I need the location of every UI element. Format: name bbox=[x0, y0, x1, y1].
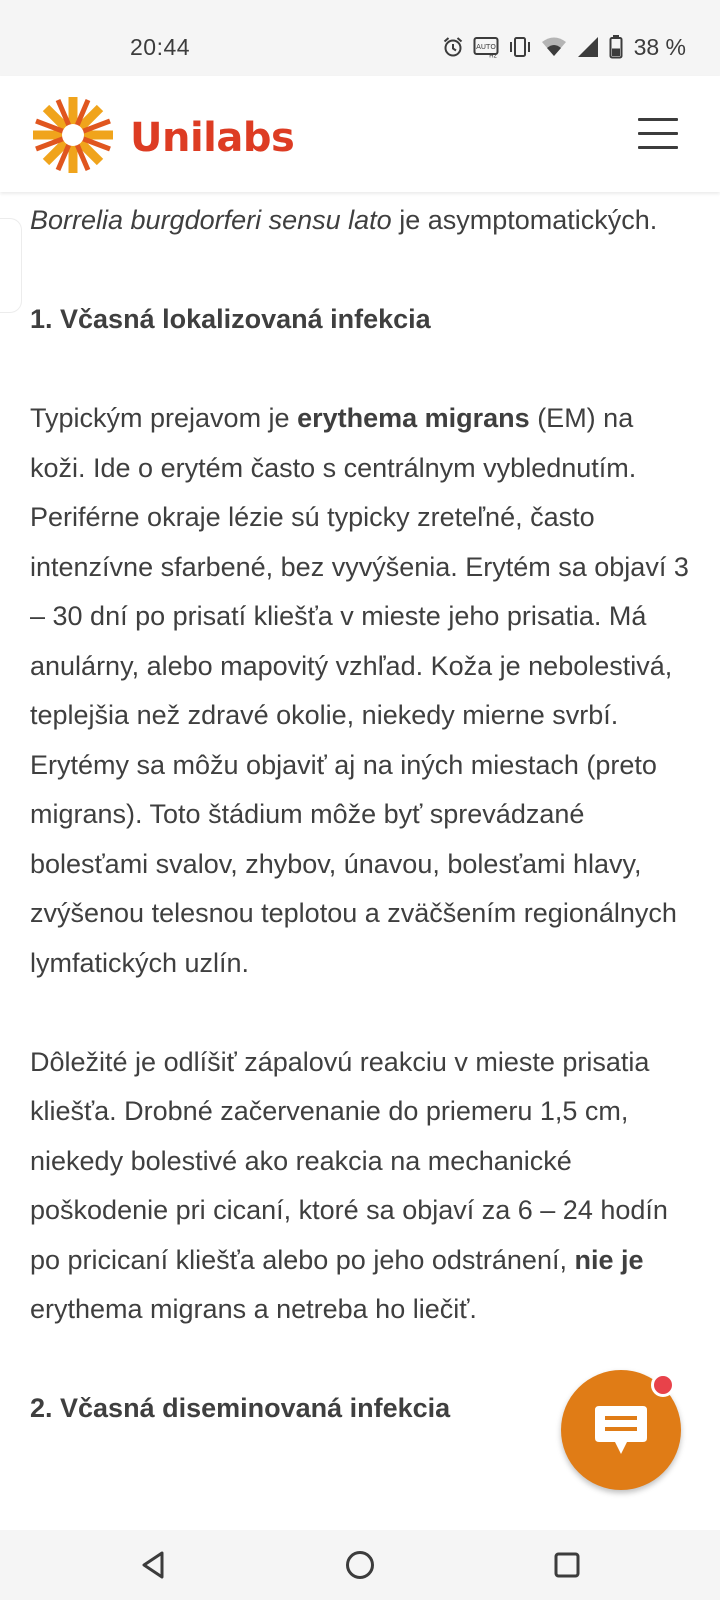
vibrate-icon bbox=[508, 36, 532, 58]
back-icon[interactable] bbox=[135, 1547, 171, 1583]
recents-icon[interactable] bbox=[549, 1547, 585, 1583]
chat-notification-badge bbox=[651, 1373, 675, 1397]
battery-percent: 38 % bbox=[633, 33, 686, 60]
battery-icon bbox=[609, 35, 623, 59]
p1-bold: erythema migrans bbox=[297, 403, 530, 433]
alarm-icon bbox=[442, 36, 464, 58]
p2-bold: nie je bbox=[574, 1244, 644, 1275]
article-content bbox=[30, 196, 690, 1434]
auto-hz-icon bbox=[473, 36, 499, 58]
paragraph-2 bbox=[30, 1038, 690, 1335]
intro-italic: Borrelia burgdorferi sensu lato bbox=[30, 205, 392, 235]
hamburger-menu-icon[interactable] bbox=[638, 118, 680, 150]
unilabs-logo[interactable] bbox=[28, 94, 294, 181]
p1-rest: (EM) na koži. Ide o erytém často s centrálnym vyblednutím. Periférne okraje lézie sú typicky zreteľné, často intenzívne sfarbené, bez vyvýšenia. Erytém sa objaví 3 – 30 dní po prisatí kliešťa v mieste jeho prisatia. Má anulárny, alebo mapovitý vzhľad. Koža je nebolestivá, teplejšia než zdravé okolie, niekedy mierne svrbí. Erytémy sa môžu objaviť aj na iných miestach (preto migrans). Toto štádium môže byť sprevádzané bolesťami svalov, zhybov, únavou, bolesťami hlavy, zvýšenou telesnou teplotou a zväčšením regionálnych lymfatických uzlín. bbox=[30, 403, 689, 978]
intro-rest: je asymptomatických. bbox=[391, 205, 658, 235]
chat-message-icon bbox=[593, 1404, 649, 1463]
home-icon[interactable] bbox=[342, 1547, 378, 1583]
svg-text:Hz: Hz bbox=[488, 52, 497, 58]
p1-start: Typickým prejavom je bbox=[30, 403, 298, 433]
site-header bbox=[0, 76, 720, 192]
sun-logo-icon bbox=[28, 94, 118, 181]
status-time: 20:44 bbox=[130, 34, 191, 60]
paragraph-1 bbox=[30, 394, 690, 988]
signal-icon bbox=[576, 36, 600, 58]
brand-name: Unilabs bbox=[130, 114, 295, 161]
intro-paragraph bbox=[30, 196, 690, 246]
p2-rest: erythema migrans a netreba ho liečiť. bbox=[30, 1294, 477, 1324]
section1-title: 1. Včasná lokalizovaná infekcia bbox=[30, 304, 431, 334]
wifi-icon bbox=[541, 36, 567, 58]
p2-start: Dôležité je odlíšiť zápalovú reakciu v mieste prisatia kliešťa. Drobné začervenanie do priemeru 1,5 cm, niekedy bolestivé ako reakcia na mechanické poškodenie pri cicaní, ktoré sa objaví za 6 – 24 hodín po pricicaní kliešťa alebo po jeho odstránení, bbox=[30, 1046, 668, 1275]
navigation-bar bbox=[0, 1530, 720, 1600]
svg-text:AUTO: AUTO bbox=[475, 43, 496, 51]
status-bar bbox=[0, 0, 720, 76]
status-icons bbox=[442, 32, 686, 62]
side-scroll-tab[interactable] bbox=[0, 218, 22, 313]
section2-title: 2. Včasná diseminovaná infekcia bbox=[30, 1393, 451, 1423]
